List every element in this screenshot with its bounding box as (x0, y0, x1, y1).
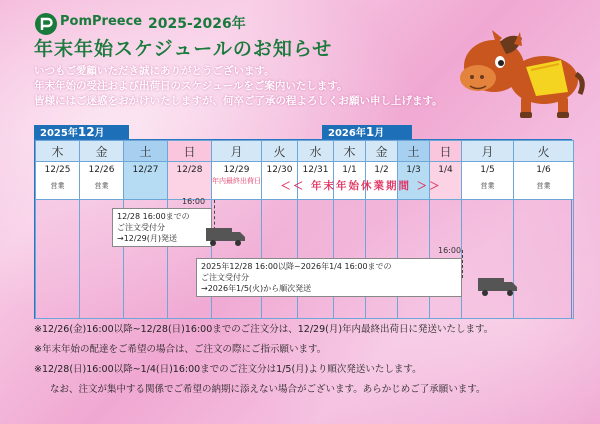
weekday-cell: 月 (462, 141, 514, 162)
intro-line: 皆様にはご迷惑をおかけいたしますが、何卒ご了承の程よろしくお願い申し上げます。 (34, 95, 443, 107)
date-cell: 12/27 (124, 162, 168, 200)
footnotes (34, 320, 594, 400)
weekday-cell: 日 (430, 141, 462, 162)
weekday-cell: 金 (80, 141, 124, 162)
intro-line: 年末年始の受注および出荷日のスケジュールをご案内いたします。 (34, 80, 348, 92)
weekday-cell: 日 (168, 141, 212, 162)
cutoff-time-label: 16:00 (438, 246, 462, 255)
footnote: なお、注文が集中する関係でご希望の納期に添えない場合がございます。あらかじめご了承願います。 (50, 384, 486, 395)
date-cell: 1/1 (334, 162, 366, 200)
weekday-cell: 水 (298, 141, 334, 162)
date-cell: 12/31 (298, 162, 334, 200)
date-cell: 1/5 営業 (462, 162, 514, 200)
page-title: 年末年始スケジュールのお知らせ (34, 38, 333, 60)
date-cell: 1/4 (430, 162, 462, 200)
weekday-cell: 金 (366, 141, 398, 162)
shipping-note-2: 2025年12/28 16:00以降~2026年1/4 16:00までの ご注文受付分 →2026年1/5(火)から順次発送 (196, 258, 462, 297)
date-cell: 12/28 (168, 162, 212, 200)
season-label: 2025-2026年 (148, 16, 246, 32)
brand-logo-icon (34, 12, 58, 36)
footnote: ※年末年始の配達をご希望の場合は、ご注文の際にご指示願います。 (34, 344, 327, 355)
cutoff-line (462, 250, 463, 278)
weekday-cell: 火 (262, 141, 298, 162)
weekday-cell: 木 (36, 141, 80, 162)
weekday-row (36, 141, 574, 162)
date-cell-last-ship: 12/29 年内最終出荷日 (212, 162, 262, 200)
footnote: ※12/26(金)16:00以降~12/28(日)16:00までのご注文分は、12/29(月)年内最終出荷日に発送いたします。 (34, 324, 494, 335)
date-cell: 1/2 (366, 162, 398, 200)
date-cell: 12/25 営業 (36, 162, 80, 200)
cutoff-time-label: 16:00 (182, 197, 206, 206)
month-tab-december: 2025年12月 (34, 125, 129, 139)
brand-name: PomPreece (60, 14, 143, 29)
date-cell: 12/26 営業 (80, 162, 124, 200)
weekday-cell: 月 (212, 141, 262, 162)
weekday-cell: 火 (514, 141, 574, 162)
weekday-cell: 土 (398, 141, 430, 162)
weekday-cell: 木 (334, 141, 366, 162)
weekday-cell: 土 (124, 141, 168, 162)
date-cell: 12/30 (262, 162, 298, 200)
shipping-note-1: 12/28 16:00までの ご注文受付分 →12/29(月)発送 (112, 208, 212, 247)
horse-mascot-icon (456, 22, 586, 122)
intro-line: いつもご愛顧いただき誠にありがとうございます。 (34, 65, 275, 77)
date-cell: 1/6 営業 (514, 162, 574, 200)
holiday-period-banner: ＜＜ 年末年始休業期間 ＞＞ (280, 180, 442, 192)
truck-icon (206, 226, 246, 246)
date-cell: 1/3 (398, 162, 430, 200)
intro-text (34, 64, 474, 109)
truck-icon (478, 276, 518, 296)
footnote: ※12/28(日)16:00以降~1/4(日)16:00までのご注文分は1/5(月)より順次発送いたします。 (34, 364, 422, 375)
month-tab-january: 2026年1月 (322, 125, 412, 139)
